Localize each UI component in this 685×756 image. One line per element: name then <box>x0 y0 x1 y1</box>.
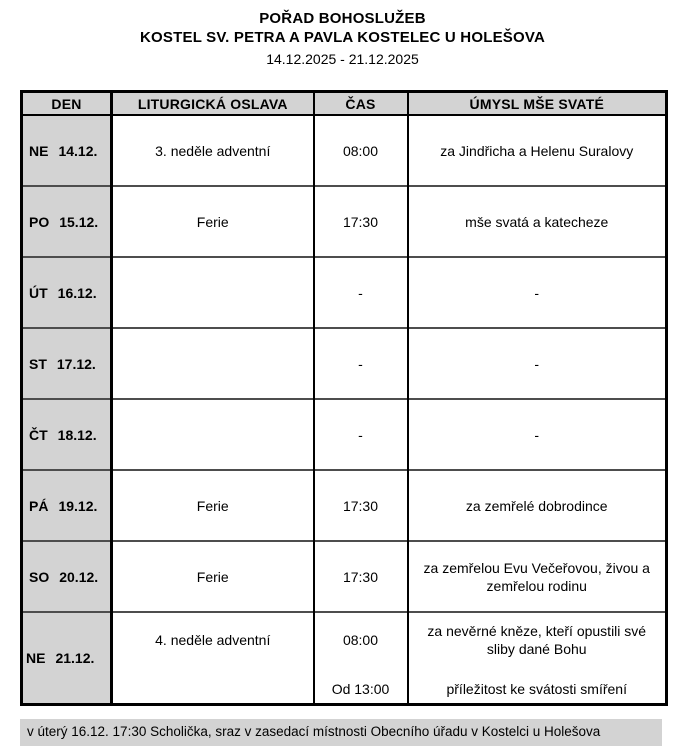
liturgical-cell: Ferie <box>112 541 314 612</box>
table-row <box>22 612 667 705</box>
title-block <box>0 0 685 68</box>
liturgical-label: 4. neděle adventní <box>155 631 271 648</box>
day-date: 15.12. <box>59 213 99 230</box>
intention-primary: za nevěrné kněze, kteří opustili své sliby dané Bohu <box>427 622 647 657</box>
liturgical-cell <box>112 328 314 399</box>
table-row <box>22 541 667 612</box>
column-header-cas: ČAS <box>314 92 408 116</box>
day-cell <box>22 328 112 399</box>
day-date: 16.12. <box>57 284 97 301</box>
page-title: POŘAD BOHOSLUŽEB <box>259 10 426 27</box>
liturgical-cell: Ferie <box>112 186 314 257</box>
day-date: 20.12. <box>59 568 99 585</box>
day-abbr: ČT <box>29 426 48 443</box>
time-cell: - <box>314 257 408 328</box>
day-abbr: SO <box>29 568 50 585</box>
day-date: 14.12. <box>58 142 98 159</box>
intention-cell: - <box>408 328 667 399</box>
date-range: 14.12.2025 - 21.12.2025 <box>266 51 419 67</box>
page-subtitle: KOSTEL SV. PETRA A PAVLA KOSTELEC U HOLEŠOVA <box>140 29 545 46</box>
time-cell: 17:30 <box>314 541 408 612</box>
day-cell <box>22 612 112 705</box>
liturgical-cell <box>112 612 314 705</box>
day-cell <box>22 186 112 257</box>
intention-cell: mše svatá a katecheze <box>408 186 667 257</box>
day-date: 18.12. <box>57 426 97 443</box>
day-cell <box>22 399 112 470</box>
liturgical-cell: Ferie <box>112 470 314 541</box>
time-cell: 08:00 <box>314 115 408 186</box>
intention-cell: za Jindřicha a Helenu Suralovy <box>440 142 634 159</box>
schedule-table <box>20 90 668 706</box>
table-row <box>22 399 667 470</box>
day-cell <box>22 115 112 186</box>
liturgical-cell <box>112 399 314 470</box>
day-abbr: NE <box>29 142 49 159</box>
header-row <box>22 92 667 116</box>
day-cell <box>22 541 112 612</box>
day-abbr: PÁ <box>29 497 49 514</box>
day-cell <box>22 257 112 328</box>
day-abbr: ÚT <box>29 284 48 301</box>
time-cell <box>314 612 408 705</box>
intention-cell: - <box>408 257 667 328</box>
table-row <box>22 186 667 257</box>
day-date: 19.12. <box>58 497 98 514</box>
column-header-liturgicka-oslava: LITURGICKÁ OSLAVA <box>112 92 314 116</box>
intention-cell: - <box>408 399 667 470</box>
time-cell: - <box>314 328 408 399</box>
day-date: 17.12. <box>56 355 96 372</box>
time-secondary: Od 13:00 <box>331 681 390 697</box>
intention-secondary: příležitost ke svátosti smíření <box>446 681 627 697</box>
intention-cell: za zemřelé dobrodince <box>408 470 667 541</box>
table-row <box>22 470 667 541</box>
time-cell: 17:30 <box>314 186 408 257</box>
table-row <box>22 115 667 186</box>
table-row <box>22 328 667 399</box>
liturgical-label-secondary <box>116 666 310 703</box>
day-abbr: NE <box>26 650 46 666</box>
intention-cell <box>408 612 667 705</box>
day-cell <box>22 470 112 541</box>
time-cell: - <box>314 399 408 470</box>
footer-note: v úterý 16.12. 17:30 Scholička, sraz v zasedací místnosti Obecního úřadu v Kostelci u Holešova <box>20 719 662 746</box>
column-header-umysl: ÚMYSL MŠE SVATÉ <box>408 92 667 116</box>
day-abbr: PO <box>29 213 50 230</box>
day-date: 21.12. <box>55 650 95 666</box>
column-header-den: DEN <box>22 92 112 116</box>
day-abbr: ST <box>29 355 47 372</box>
liturgical-cell: 3. neděle adventní <box>112 115 314 186</box>
liturgical-cell <box>112 257 314 328</box>
time-primary: 08:00 <box>342 631 379 648</box>
time-cell: 17:30 <box>314 470 408 541</box>
intention-cell: za zemřelou Evu Večeřovou, živou a zemřelou rodinu <box>408 541 667 612</box>
table-row <box>22 257 667 328</box>
